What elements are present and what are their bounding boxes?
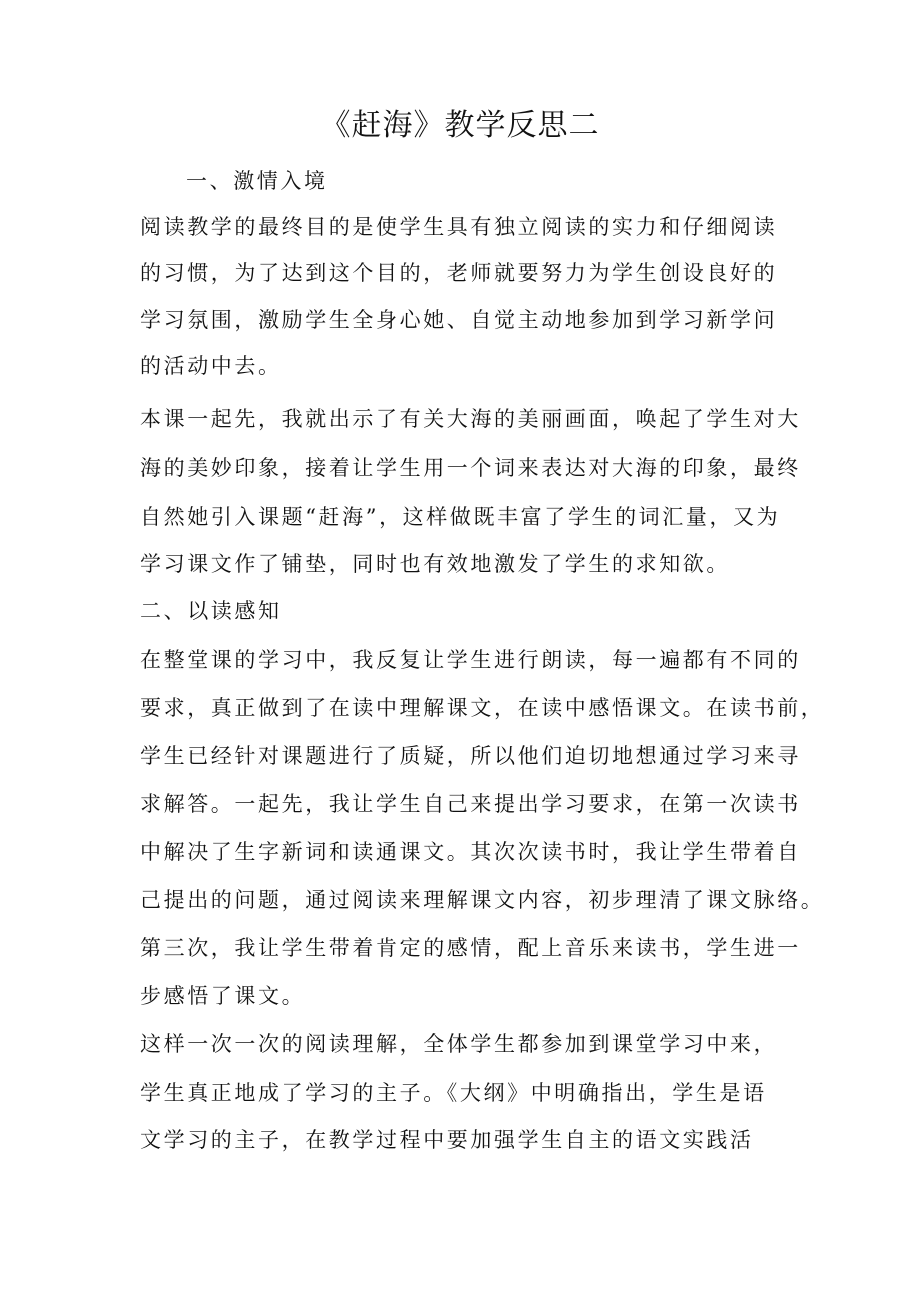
paragraph-line: 阅读教学的最终目的是使学生具有独立阅读的实力和仔细阅读 [140, 215, 778, 239]
paragraph-line: 的习惯，为了达到这个目的，老师就要努力为学生创设良好的 [140, 261, 778, 285]
paragraph-line: 自然她引入课题“赶海”，这样做既丰富了学生的词汇量，又为 [140, 505, 781, 529]
section-heading-1: 一、激情入境 [186, 169, 328, 193]
document-title: 《赶海》教学反思二 [320, 108, 600, 143]
paragraph-line: 学生已经针对课题进行了质疑，所以他们迫切地想通过学习来寻 [140, 744, 801, 768]
paragraph-line: 步感悟了课文。 [140, 984, 306, 1008]
section-heading-2: 二、以读感知 [140, 599, 282, 623]
paragraph-line: 要求，真正做到了在读中理解课文，在读中感悟课文。在读书前， [140, 696, 825, 720]
paragraph-line: 的活动中去。 [140, 354, 282, 378]
paragraph-line: 海的美妙印象，接着让学生用一个词来表达对大海的印象，最终 [140, 456, 801, 480]
paragraph-line: 文学习的主子，在教学过程中要加强学生自主的语文实践活 [140, 1128, 754, 1152]
paragraph-line: 学习课文作了铺垫，同时也有效地激发了学生的求知欲。 [140, 552, 730, 576]
paragraph-line: 己提出的问题，通过阅读来理解课文内容，初步理清了课文脉络。 [140, 888, 825, 912]
paragraph-line: 本课一起先，我就出示了有关大海的美丽画面，唤起了学生对大 [140, 407, 801, 431]
paragraph-line: 学习氛围，激励学生全身心她、自觉主动地参加到学习新学问 [140, 308, 778, 332]
paragraph-line: 中解决了生字新词和读通课文。其次次读书时，我让学生带着自 [140, 840, 801, 864]
paragraph-line: 学生真正地成了学习的主子。《大纲》中明确指出，学生是语 [140, 1081, 767, 1105]
paragraph-line: 求解答。一起先，我让学生自己来提出学习要求，在第一次读书 [140, 792, 801, 816]
paragraph-line: 这样一次一次的阅读理解，全体学生都参加到课堂学习中来， [140, 1032, 778, 1056]
paragraph-line: 第三次，我让学生带着肯定的感情，配上音乐来读书，学生进一 [140, 936, 801, 960]
paragraph-line: 在整堂课的学习中，我反复让学生进行朗读，每一遍都有不同的 [140, 648, 801, 672]
